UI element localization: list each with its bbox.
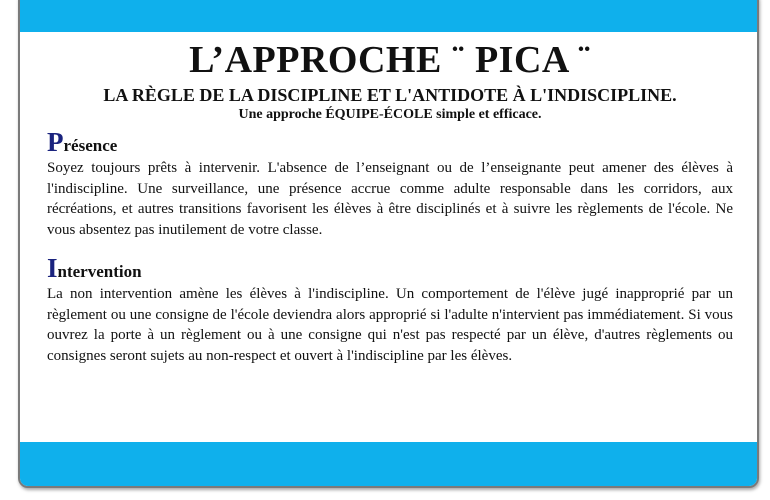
section-initial-letter: P <box>47 127 64 157</box>
document-frame <box>18 0 759 488</box>
section-heading-presence <box>47 127 733 158</box>
page-tagline: Une approche ÉQUIPE-ÉCOLE simple et efficace. <box>238 107 542 122</box>
section-initial-letter: I <box>47 253 58 283</box>
section-heading-text: résence <box>63 136 118 155</box>
page-title: L’APPROCHE ¨ PICA ¨ <box>189 39 591 81</box>
top-color-band <box>20 0 757 32</box>
section-body-presence: Soyez toujours prêts à intervenir. L'absence de l’enseignant ou de l’enseignante peut amener des élèves à l'indiscipline. Une surveillance, une présence accrue comme adulte responsable dans les corridors, aux récréations, et autres transitions favorisent les élèves à être disciplinés et à suivre les règlements de l'école. Ne vous absentez pas inutilement de votre classe. <box>47 160 733 238</box>
section-heading-intervention <box>47 253 733 284</box>
section-body-intervention: La non intervention amène les élèves à l'indiscipline. Un comportement de l'élève jugé inapproprié par un règlement ou une consigne de l'école deviendra alors approprié si l'adulte n'intervient pas immédiatement. Si vous ouvrez la porte à un règlement ou à une consigne qui n'est pas respecté par un élève, d'autres règlements ou consignes seront sujets au non-respect et ouvert à l'indiscipline par les élèves. <box>47 286 733 364</box>
page-subtitle: LA RÈGLE DE LA DISCIPLINE ET L'ANTIDOTE À L'INDISCIPLINE. <box>103 85 677 105</box>
document-content <box>47 32 733 366</box>
bottom-color-band <box>20 442 757 486</box>
section-heading-text: ntervention <box>57 262 142 281</box>
